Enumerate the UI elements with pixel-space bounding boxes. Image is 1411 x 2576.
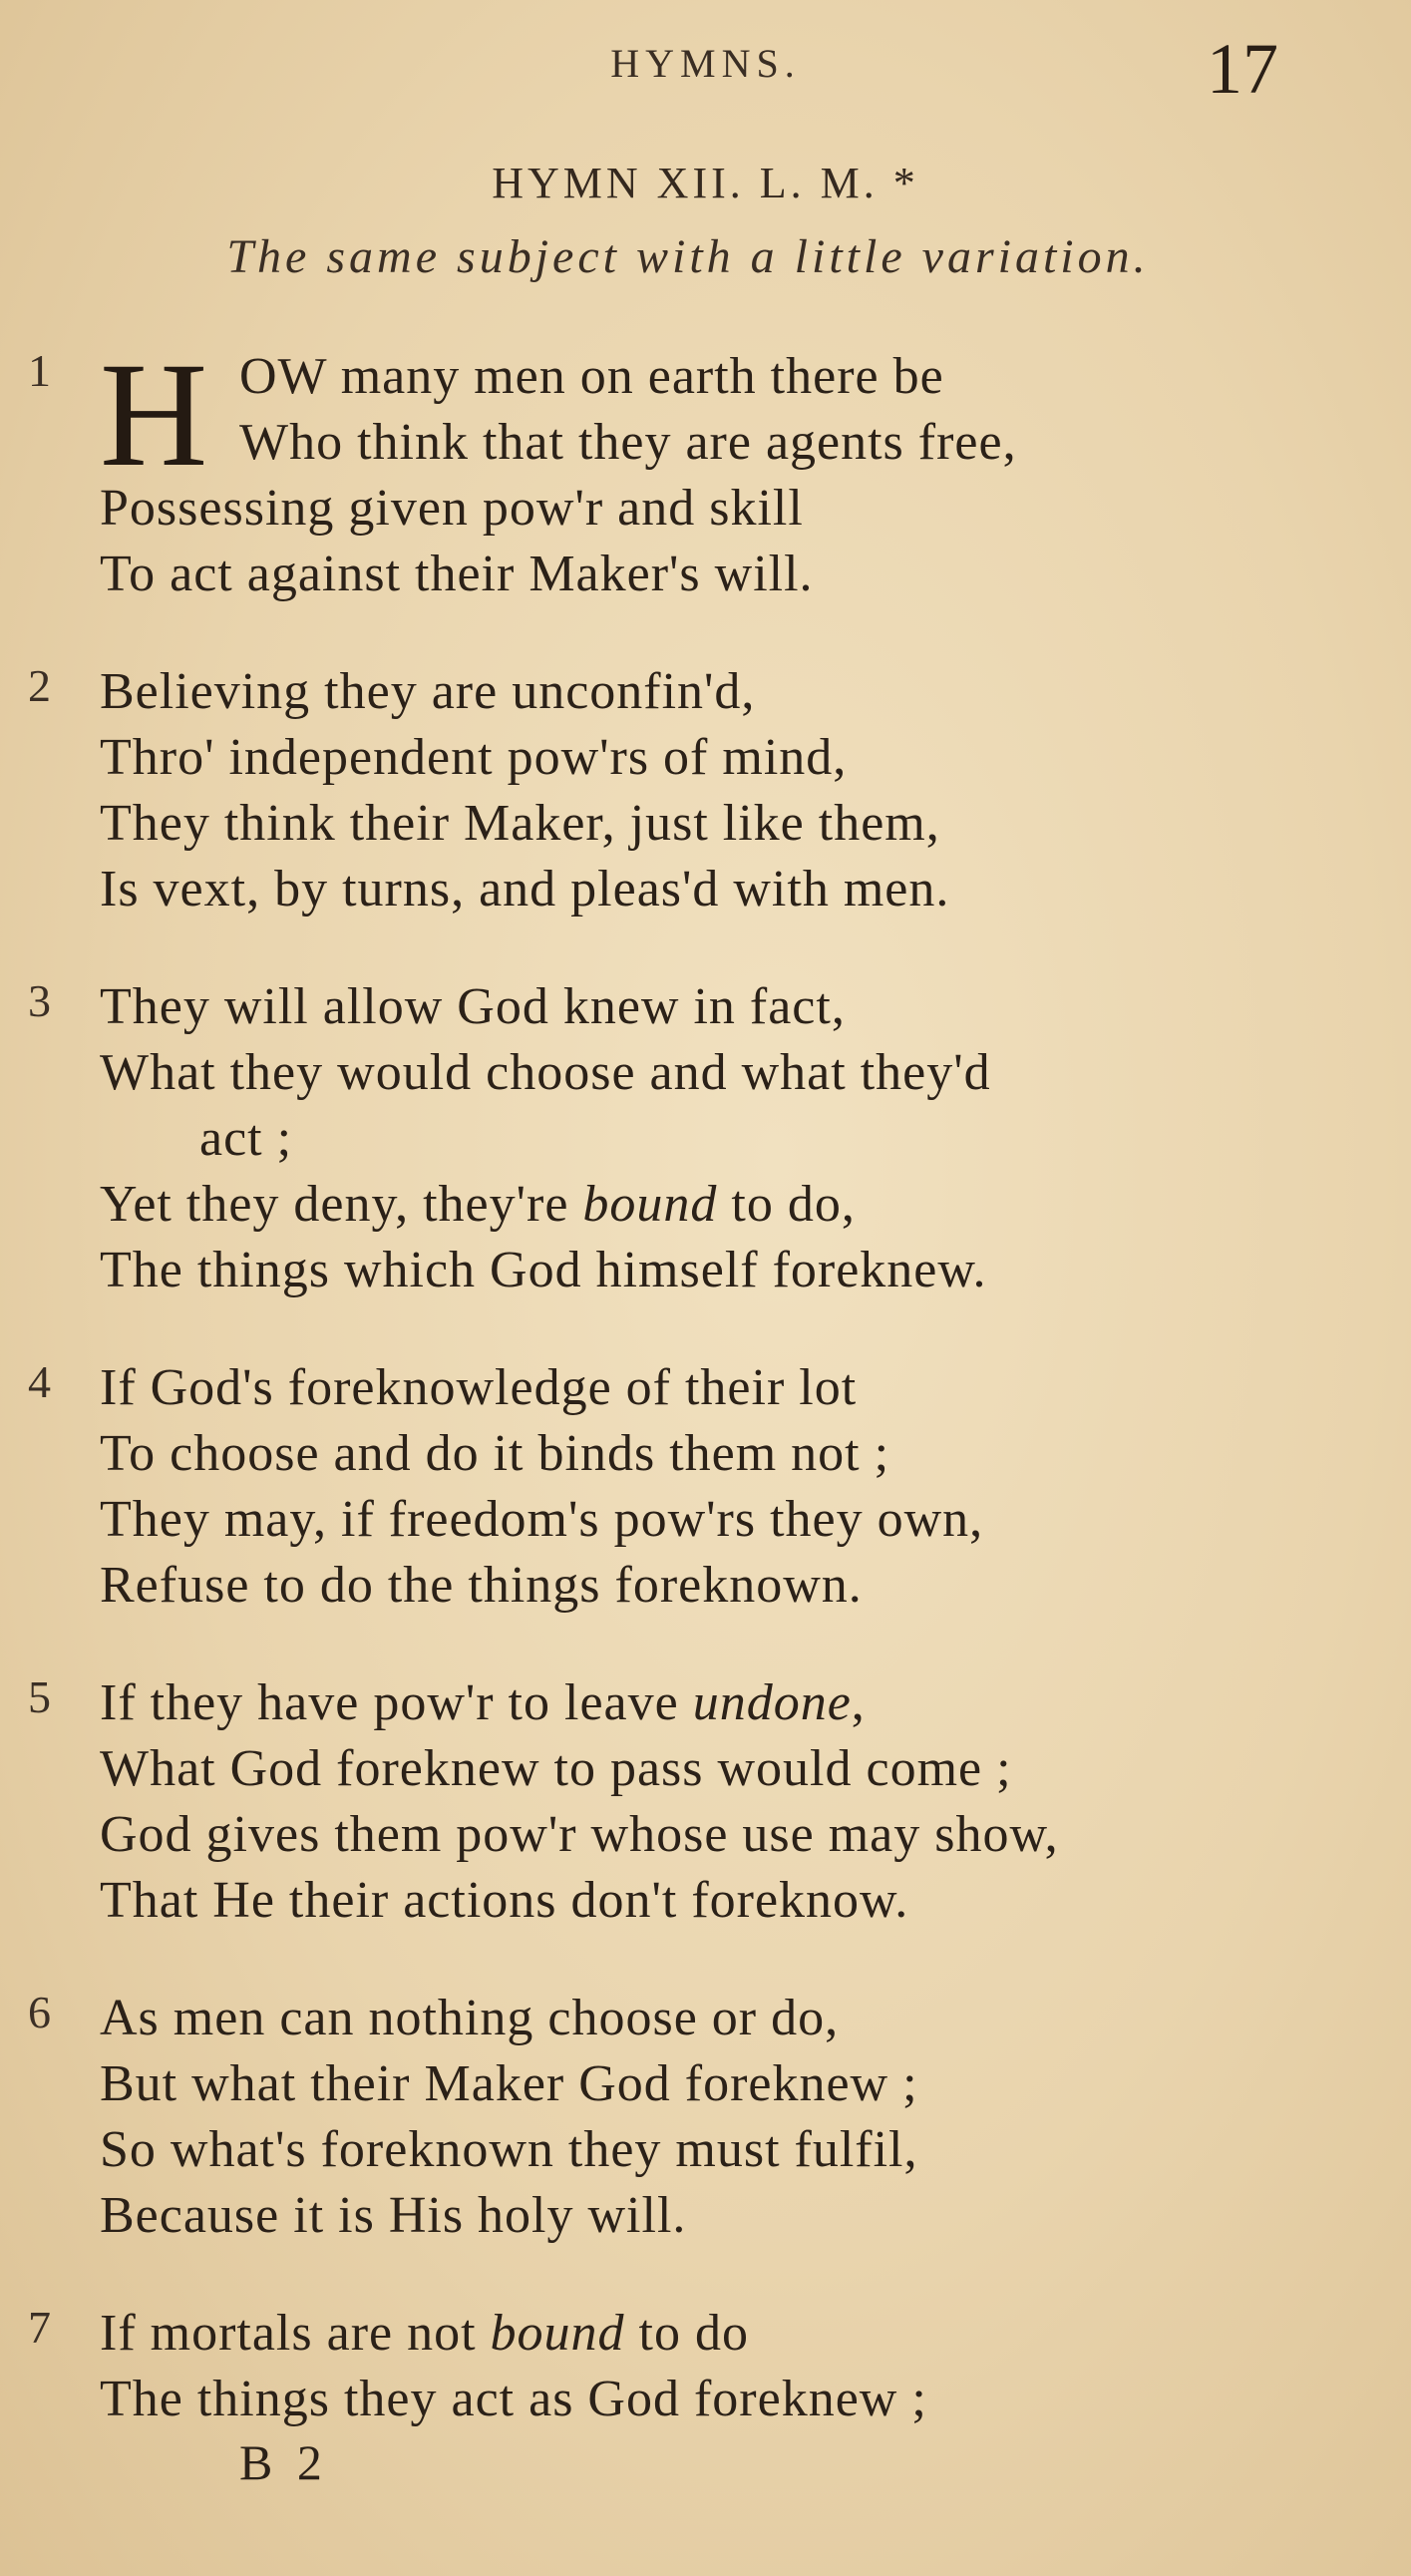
italic-word: bound	[582, 1176, 718, 1233]
verse-line: To act against their Maker's will.	[100, 546, 814, 602]
stanza	[0, 1986, 1411, 2249]
verse-line: OW many men on earth there be	[239, 348, 944, 405]
verse-line: act ;	[199, 1110, 293, 1167]
italic-word: bound	[490, 2305, 625, 2362]
stanza	[0, 974, 1411, 1303]
verse-line: Is vext, by turns, and pleas'd with men.	[100, 861, 950, 918]
hymn-title: HYMN XII. L. M. *	[492, 159, 919, 207]
hymn-subtitle: The same subject with a little variation.	[226, 230, 1150, 283]
verse-line: The things which God himself foreknew.	[100, 1242, 987, 1298]
verse-line: Believing they are unconfin'd,	[100, 663, 756, 720]
verse-line: What they would choose and what they'd	[100, 1044, 991, 1101]
verse-line: If God's foreknowledge of their lot	[100, 1359, 858, 1416]
verse-line: God gives them pow'r whose use may show,	[100, 1806, 1059, 1863]
verse-line: They will allow God knew in fact,	[100, 978, 846, 1035]
verse-line: Yet they deny, they're bound to do,	[100, 1176, 856, 1233]
verse-line: To choose and do it binds them not ;	[100, 1425, 890, 1482]
stanza-number: 1	[28, 345, 51, 396]
verse-line: Thro' independent pow'rs of mind,	[100, 729, 848, 786]
stanza-number: 3	[28, 975, 51, 1026]
stanza-number: 4	[28, 1356, 51, 1407]
verse-line: As men can nothing choose or do,	[100, 1990, 840, 2046]
verse-line: Because it is His holy will.	[100, 2187, 687, 2244]
verse-line: The things they act as God foreknew ;	[100, 2371, 927, 2427]
verse-line: If they have pow'r to leave undone,	[100, 1674, 866, 1731]
stanza-number: 7	[28, 2302, 51, 2353]
stanza-list	[0, 332, 1411, 2432]
stanza	[0, 2301, 1411, 2432]
stanza-number: 5	[28, 1671, 51, 1722]
running-head: HYMNS.	[610, 41, 801, 86]
stanza-number: 6	[28, 1987, 51, 2037]
stanza	[0, 1670, 1411, 1934]
stanza-number: 2	[28, 660, 51, 711]
italic-word: undone	[692, 1674, 852, 1731]
page-number: 17	[1207, 29, 1278, 109]
verse-line: Who think that they are agents free,	[239, 414, 1017, 471]
verse-line: So what's foreknown they must fulfil,	[100, 2121, 918, 2178]
drop-cap: H	[100, 332, 208, 498]
verse-line: If mortals are not bound to do	[100, 2305, 749, 2362]
signature-mark: B 2	[239, 2434, 328, 2490]
verse-line: What God foreknew to pass would come ;	[100, 1740, 1012, 1797]
stanza	[0, 659, 1411, 922]
verse-line: Possessing given pow'r and skill	[100, 480, 804, 537]
verse-line: That He their actions don't foreknow.	[100, 1872, 909, 1929]
stanza	[0, 332, 1411, 607]
verse-line: Refuse to do the things foreknown.	[100, 1557, 863, 1614]
verse-line: They think their Maker, just like them,	[100, 795, 940, 852]
verse-line: But what their Maker God foreknew ;	[100, 2055, 918, 2112]
stanza	[0, 1355, 1411, 1619]
verse-line: They may, if freedom's pow'rs they own,	[100, 1491, 984, 1548]
